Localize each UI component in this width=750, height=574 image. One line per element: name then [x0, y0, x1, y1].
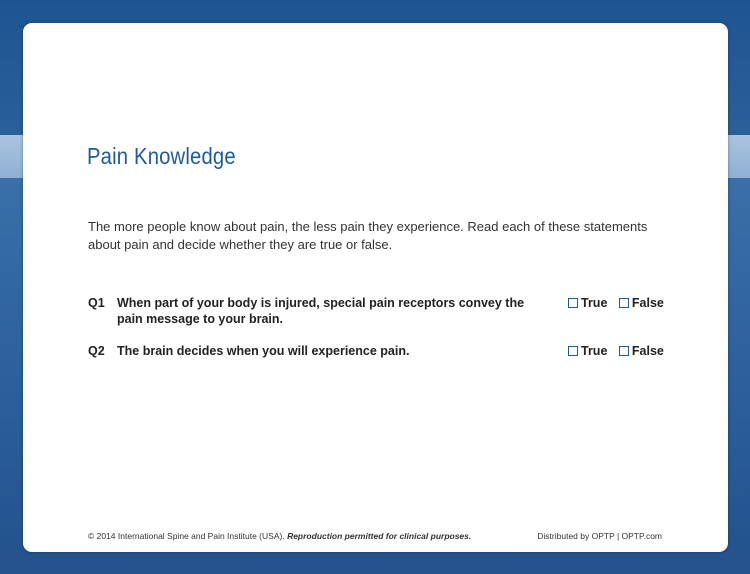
footer-copyright — [88, 531, 471, 541]
checkbox-icon[interactable] — [568, 346, 578, 356]
q1-false-option[interactable] — [619, 295, 664, 311]
reproduction-note: Reproduction permitted for clinical purposes. — [287, 531, 472, 541]
page-title: Pain Knowledge — [87, 143, 236, 169]
answer-options — [568, 295, 672, 311]
q2-false-option[interactable] — [619, 343, 664, 359]
checkbox-icon[interactable] — [619, 298, 629, 308]
worksheet-card — [23, 23, 728, 552]
q2-true-option[interactable] — [568, 343, 607, 359]
checkbox-icon[interactable] — [568, 298, 578, 308]
question-number: Q1 — [88, 296, 105, 310]
question-text: When part of your body is injured, special pain receptors convey the pain message to your brain. — [117, 296, 525, 326]
intro-text: The more people know about pain, the less pain they experience. Read each of these statements about pain and decide whether they are true or false. — [88, 219, 648, 252]
copyright-text: © 2014 International Spine and Pain Institute (USA). — [88, 531, 285, 541]
option-label: False — [631, 296, 664, 310]
answer-options — [568, 343, 672, 359]
checkbox-icon[interactable] — [619, 346, 629, 356]
question-number: Q2 — [88, 344, 105, 358]
footer-distributor: Distributed by OPTP | OPTP.com — [537, 531, 662, 541]
q1-true-option[interactable] — [568, 295, 607, 311]
option-label: False — [631, 344, 664, 358]
question-text: The brain decides when you will experience pain. — [117, 344, 410, 358]
option-label: True — [581, 344, 608, 358]
option-label: True — [581, 296, 608, 310]
